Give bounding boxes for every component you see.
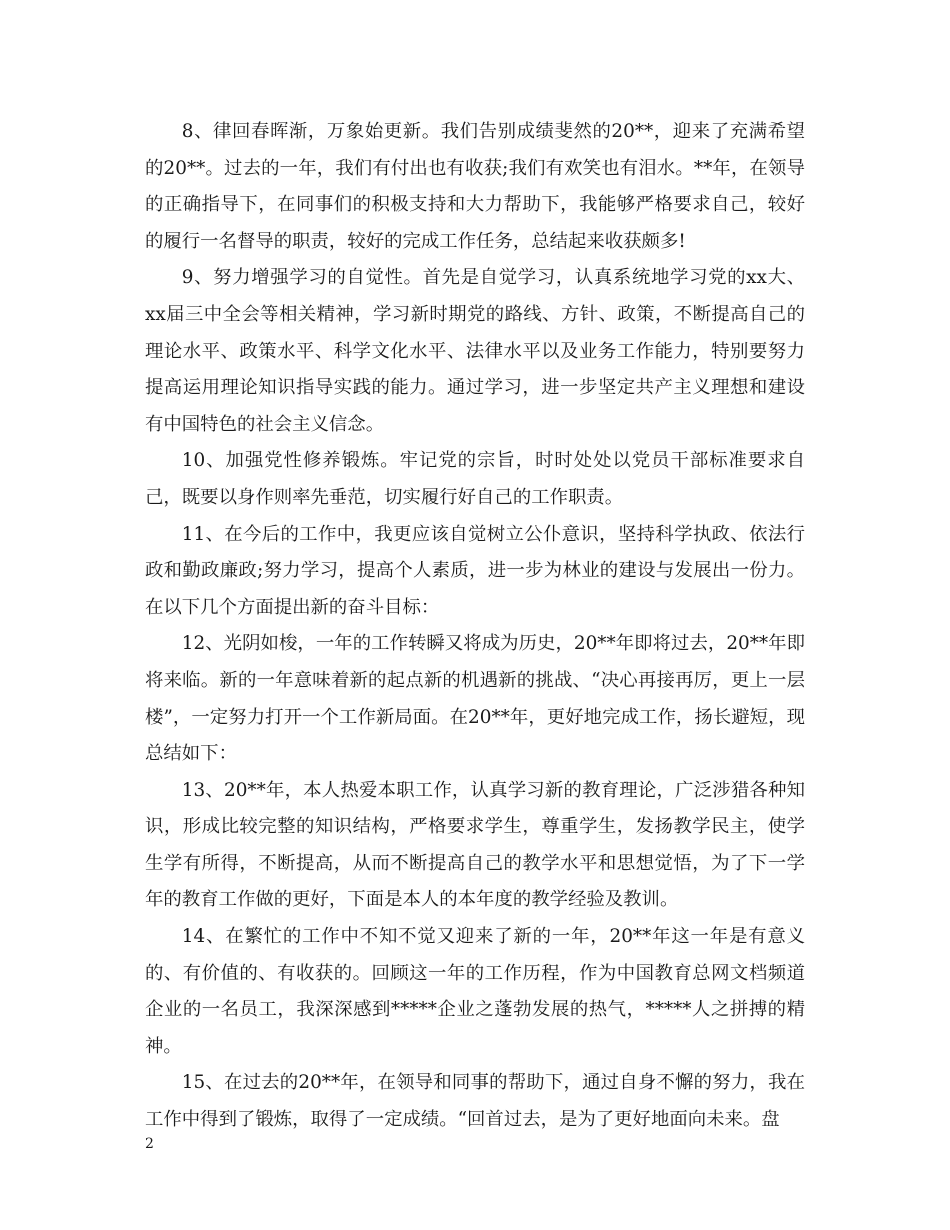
paragraph-12: 12、光阴如梭，一年的工作转瞬又将成为历史，20**年即将过去，20**年即将来临。新的一年意味着新的起点新的机遇新的挑战、“决心再接再厉，更上一层楼”，一定努力打开一个工作新局面。在20**年，更好地完成工作，扬长避短，现总结如下： (145, 633, 805, 765)
paragraph-11: 11、在今后的工作中，我更应该自觉树立公仆意识，坚持科学执政、依法行政和勤政廉政;努力学习，提高个人素质，进一步为林业的建设与发展出一份力。在以下几个方面提出新的奋斗目标： (145, 523, 805, 618)
paragraph-14: 14、在繁忙的工作中不知不觉又迎来了新的一年，20**年这一年是有意义的、有价值的、有收获的。回顾这一年的工作历程，作为中国教育总网文档频道企业的一名员工，我深深感到*****企业之蓬勃发展的热气，*****人之拼搏的精神。 (145, 926, 805, 1057)
paragraph-10: 10、加强党性修养锻炼。牢记党的宗旨，时时处处以党员干部标准要求自己，既要以身作则率先垂范，切实履行好自己的工作职责。 (145, 450, 805, 508)
paragraph-15: 15、在过去的20**年，在领导和同事的帮助下，通过自身不懈的努力，我在工作中得到了锻炼，取得了一定成绩。“回首过去，是为了更好地面向未来。盘 (145, 1072, 805, 1131)
paragraph-8: 8、律回春晖渐，万象始更新。我们告别成绩斐然的20**，迎来了充满希望的20**。过去的一年，我们有付出也有收获;我们有欢笑也有泪水。**年，在领导的正确指导下，在同事们的积极支持和大力帮助下，我能够严格要求自己，较好的履行一名督导的职责，较好的完成工作任务，总结起来收获颇多! (145, 121, 805, 252)
paragraph-9: 9、努力增强学习的自觉性。首先是自觉学习，认真系统地学习党的xx大、xx届三中全会等相关精神，学习新时期党的路线、方针、政策，不断提高自己的理论水平、政策水平、科学文化水平、法律水平以及业务工作能力，特别要努力提高运用理论知识指导实践的能力。通过学习，进一步坚定共产主义理想和建设有中国特色的社会主义信念。 (145, 267, 805, 435)
paragraph-13: 13、20**年，本人热爱本职工作，认真学习新的教育理论，广泛涉猎各种知识，形成比较完整的知识结构，严格要求学生，尊重学生，发扬教学民主，使学生学有所得，不断提高，从而不断提高自己的教学水平和思想觉悟，为了下一学年的教育工作做的更好，下面是本人的本年度的教学经验及教训。 (145, 779, 805, 911)
document-body (145, 114, 805, 1139)
page-number: 2 (145, 1136, 154, 1152)
